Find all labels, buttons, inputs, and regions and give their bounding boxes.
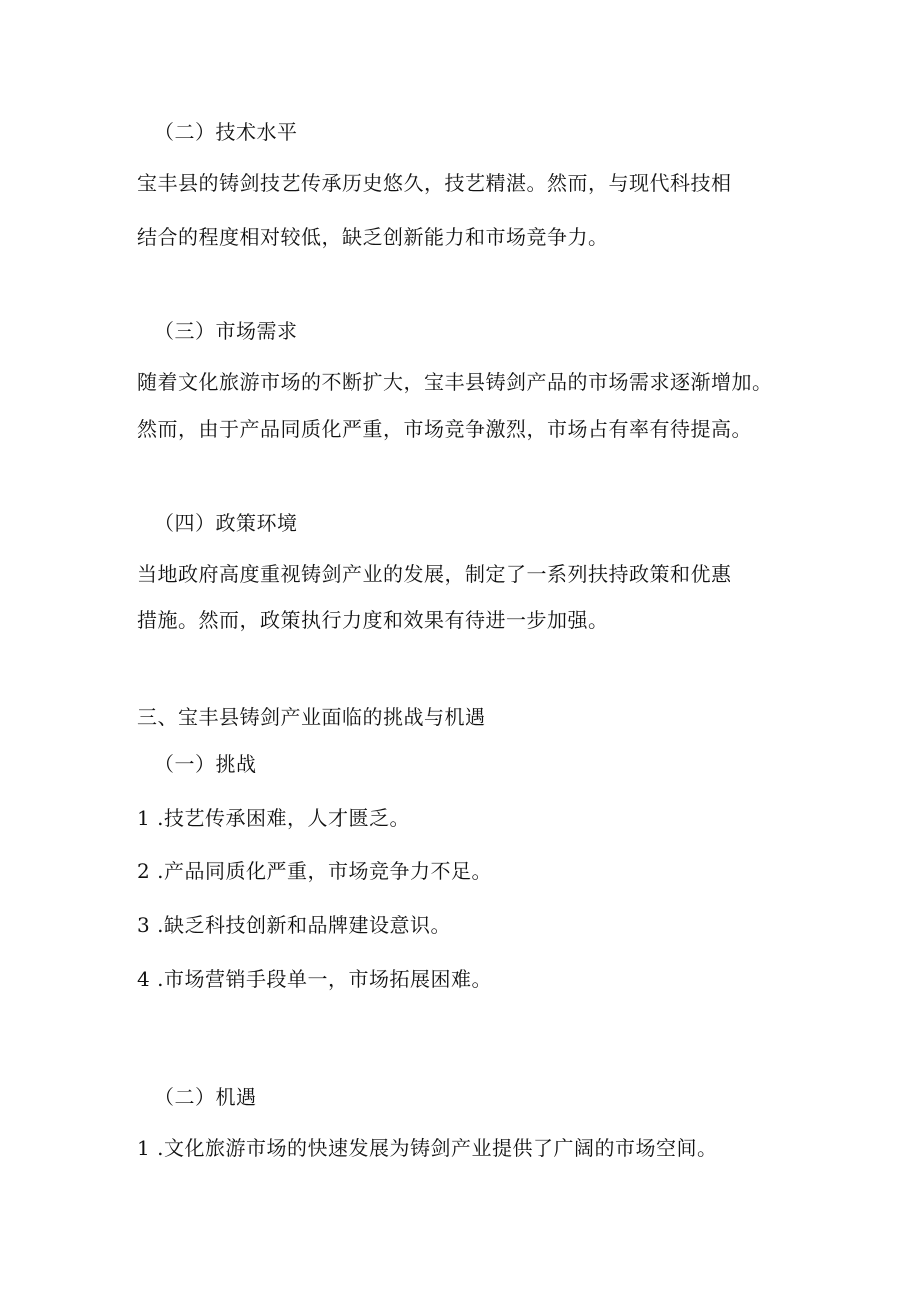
paragraph-line: 措施。然而，政策执行力度和效果有待进一步加强。 <box>137 608 609 632</box>
chapter-heading: 三、宝丰县铸剑产业面临的挑战与机遇 <box>137 705 486 729</box>
section-heading-market-demand: （三）市场需求 <box>154 319 298 343</box>
list-item: 1 .技艺传承困难，人才匮乏。 <box>137 806 410 830</box>
section-heading-policy: （四）政策环境 <box>154 511 298 535</box>
list-item: 2 .产品同质化严重，市场竞争力不足。 <box>137 859 492 883</box>
paragraph-line: 结合的程度相对较低，缺乏创新能力和市场竞争力。 <box>137 225 609 249</box>
list-item: 3 .缺乏科技创新和品牌建设意识。 <box>137 913 451 937</box>
paragraph-line: 当地政府高度重视铸剑产业的发展，制定了一系列扶持政策和优惠 <box>137 562 732 586</box>
paragraph-line: 宝丰县的铸剑技艺传承历史悠久，技艺精湛。然而，与现代科技相 <box>137 171 732 195</box>
list-item: 4 .市场营销手段单一，市场拓展困难。 <box>137 967 492 991</box>
section-heading-technology: （二）技术水平 <box>154 120 298 144</box>
paragraph-line: 随着文化旅游市场的不断扩大，宝丰县铸剑产品的市场需求逐渐增加。 <box>137 370 773 394</box>
list-item: 1 .文化旅游市场的快速发展为铸剑产业提供了广阔的市场空间。 <box>137 1136 718 1160</box>
paragraph-line: 然而，由于产品同质化严重，市场竞争激烈，市场占有率有待提高。 <box>137 417 752 441</box>
section-heading-challenges: （一）挑战 <box>154 752 257 776</box>
section-heading-opportunities: （二）机遇 <box>154 1085 257 1109</box>
